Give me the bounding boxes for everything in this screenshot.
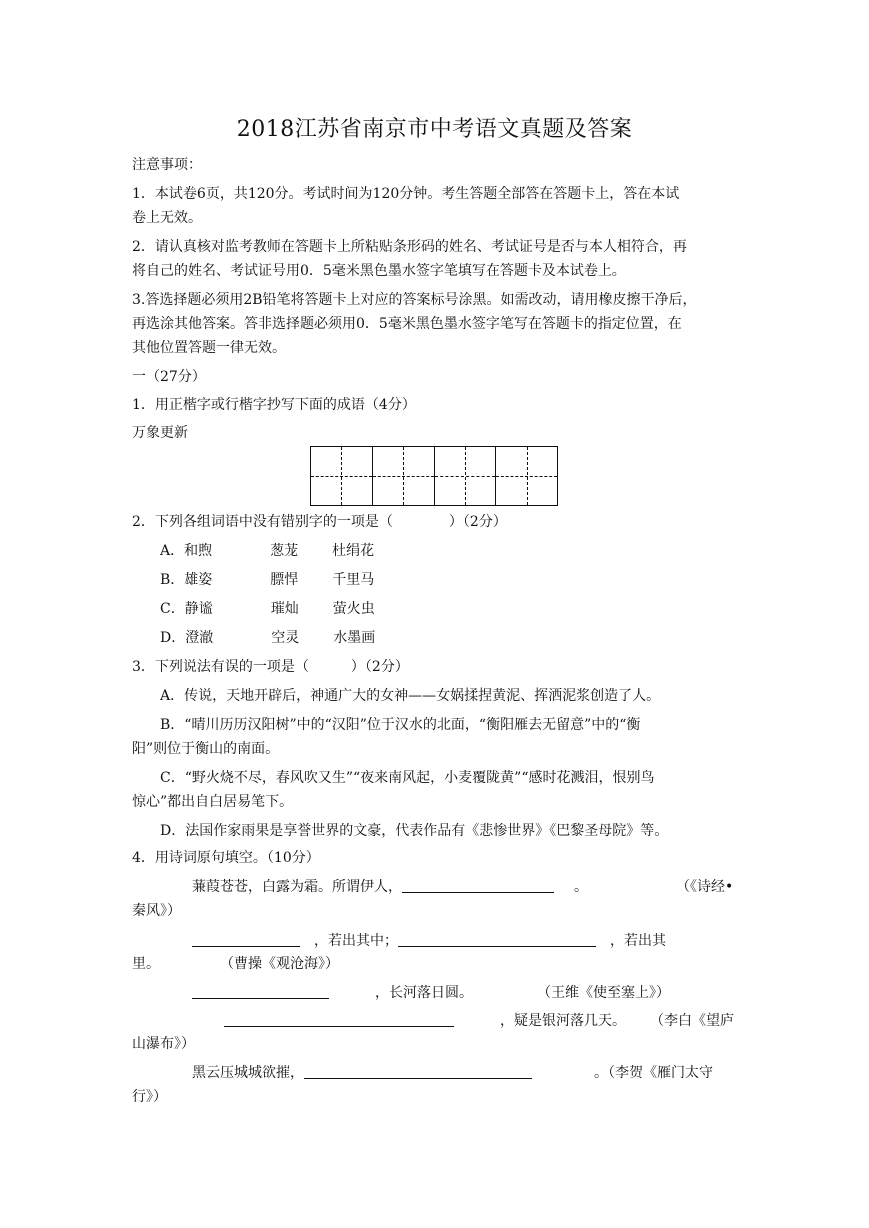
question-1-idiom: 万象更新: [132, 425, 188, 441]
answer-blank[interactable]: [398, 930, 596, 947]
notice-item-3: 3.答选择题必须用2B铅笔将答题卡上对应的答案标号涂黑。如需改动，请用橡皮擦干净后，: [132, 292, 697, 308]
writing-grid[interactable]: [310, 446, 558, 506]
notice-item-3-cont2: 其他位置答题一律无效。: [132, 340, 286, 356]
poem-5: 黑云压城城欲摧， 。（李贺《雁门太守: [192, 1060, 802, 1086]
question-2-stem: 2．下列各组词语中没有错别字的一项是（ ）（2分）: [132, 514, 507, 530]
option-d[interactable]: D．澄澈 空灵 水墨画: [160, 630, 376, 646]
question-4-stem: 4．用诗词原句填空。（10分）: [132, 850, 320, 866]
option-a[interactable]: A．和煦 葱茏 杜绢花: [160, 543, 375, 559]
answer-blank[interactable]: [304, 1062, 532, 1079]
grid-cell[interactable]: [311, 447, 373, 505]
grid-cell[interactable]: [496, 447, 557, 505]
poem-2: ，若出其中； ，若出其: [192, 928, 802, 954]
question-3-option-d[interactable]: D．法国作家雨果是享誉世界的文豪，代表作品有《悲惨世界》《巴黎圣母院》等。: [160, 823, 669, 839]
option-c[interactable]: C．静谧 璀灿 萤火虫: [160, 601, 375, 617]
poem-4-source-cont: 山瀑布》）: [132, 1036, 195, 1052]
poem-1: 蒹葭苍苍，白露为霜。所谓伊人， 。: [192, 874, 802, 900]
question-3-option-c[interactable]: C．“野火烧不尽，春风吹又生”“夜来南风起，小麦覆陇黄”“感时花溅泪，恨别鸟: [160, 770, 655, 786]
option-b[interactable]: B．雄姿 膘悍 千里马: [160, 572, 375, 588]
notice-item-1: 1．本试卷6页，共120分。考试时间为120分钟。考生答题全部答在答题卡上，答在本试: [132, 186, 680, 202]
notice-item-2-cont: 将自己的姓名、考试证号用0．5毫米黑色墨水签字笔填写在答题卡及本试卷上。: [132, 263, 626, 279]
notice-item-1-cont: 卷上无效。: [132, 210, 202, 226]
question-3-option-c-cont: 惊心”都出自白居易笔下。: [132, 794, 294, 810]
question-3-option-b-cont: 阳”则位于衡山的南面。: [132, 741, 280, 757]
notice-item-3-cont: 再选涂其他答案。答非选择题必须用0．5毫米黑色墨水签字笔写在答题卡的指定位置，在: [132, 316, 682, 332]
poem-3: ，长河落日圆。 （王维《使至塞上》）: [192, 980, 802, 1006]
question-3-option-a[interactable]: A．传说，天地开辟后，神通广大的女神——女娲揉捏黄泥、挥洒泥浆创造了人。: [160, 688, 661, 704]
poem-5-source-cont: 行》）: [132, 1089, 167, 1105]
answer-blank[interactable]: [402, 876, 554, 893]
grid-cell[interactable]: [373, 447, 435, 505]
poem-2-cont: 里。 （曹操《观沧海》）: [132, 956, 339, 972]
answer-blank[interactable]: [192, 982, 329, 999]
grid-cell[interactable]: [435, 447, 497, 505]
notice-heading: 注意事项：: [132, 157, 202, 173]
question-3-stem: 3．下列说法有误的一项是（ ）（2分）: [132, 659, 409, 675]
poem-1-source: （《诗经•: [676, 879, 734, 895]
answer-blank[interactable]: [192, 930, 300, 947]
question-3-option-b[interactable]: B．“晴川历历汉阳树”中的“汉阳”位于汉水的北面，“衡阳雁去无留意”中的“衡: [160, 717, 641, 733]
notice-item-2: 2．请认真核对监考教师在答题卡上所粘贴条形码的姓名、考试证号是否与本人相符合，再: [132, 239, 687, 255]
poem-1-source-cont: 秦风》）: [132, 903, 181, 919]
answer-blank[interactable]: [224, 1010, 454, 1027]
page-title: 2018江苏省南京市中考语文真题及答案: [236, 117, 633, 142]
section-heading: 一（27分）: [132, 369, 206, 385]
question-1-stem: 1．用正楷字或行楷字抄写下面的成语（4分）: [132, 397, 416, 413]
poem-4: ，疑是银河落几天。 （李白《望庐: [224, 1008, 834, 1034]
